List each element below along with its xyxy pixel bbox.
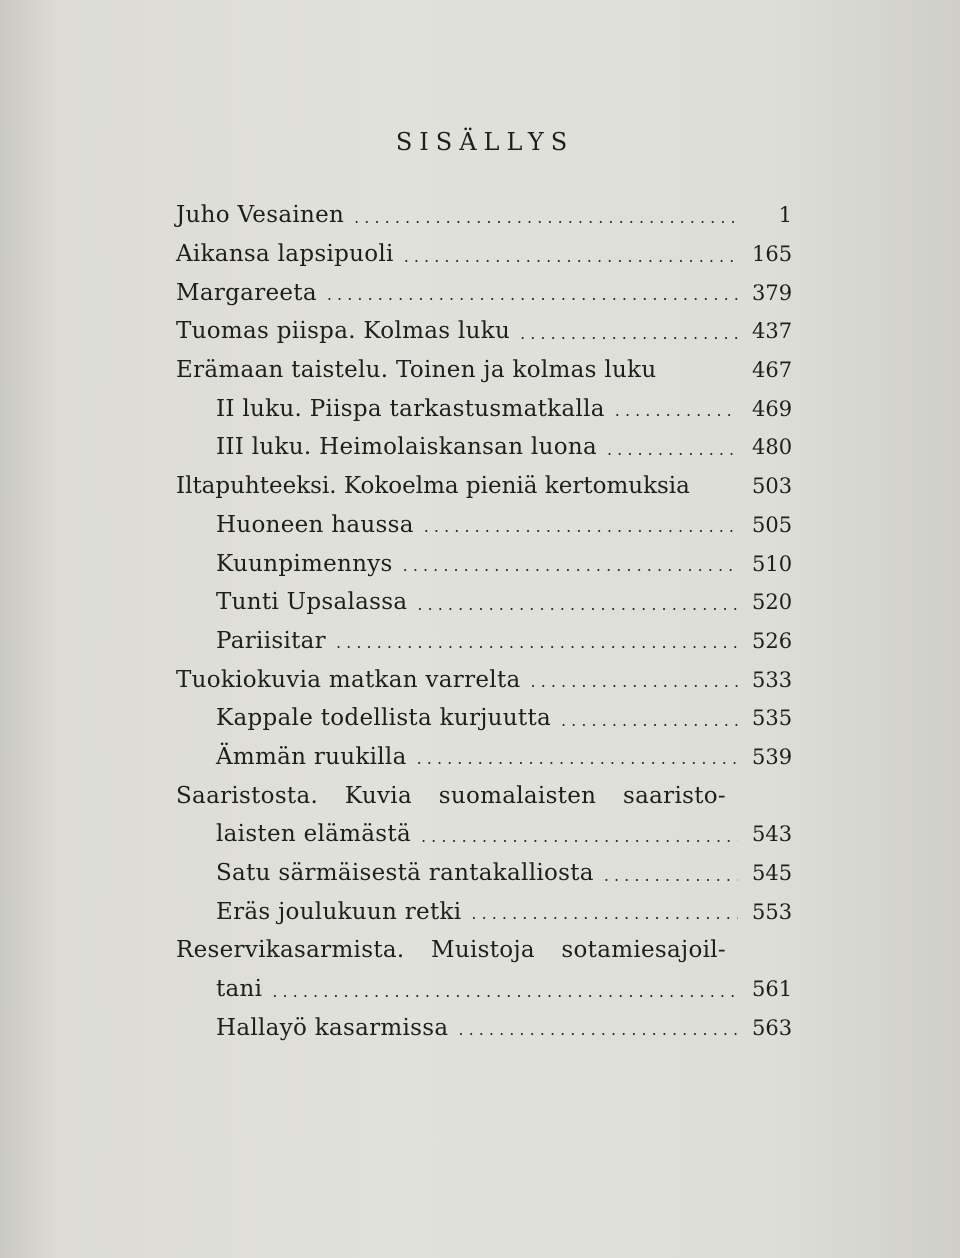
toc-subentry [176,428,792,467]
toc-entry-label: Eräs joulukuun retki [216,898,462,925]
dot-leader [458,1016,738,1039]
toc-entry-label: laisten elämästä [216,821,411,848]
toc-entry-label: Kappale todellista kurjuutta [216,705,551,732]
dot-leader [531,668,738,691]
toc-entry-label: Tuomas piispa. Kolmas luku [176,318,511,345]
toc-entry-label: Pariisitar [216,627,326,654]
toc-entry-page: 533 [752,667,793,692]
dot-leader [404,243,738,266]
dot-leader [403,552,738,575]
dot-leader [471,900,738,923]
toc-subentry [176,622,792,661]
toc-entry [176,196,792,235]
toc-subentry [176,1008,792,1047]
toc-entry-label: Tunti Upsalassa [216,589,408,616]
toc-subentry [176,854,792,893]
toc-entry-page: 480 [752,435,793,460]
dot-leader [417,591,738,614]
toc-entry-label: Hallayö kasarmissa [216,1014,449,1041]
toc-entry-page: 563 [752,1015,793,1040]
dot-leader [272,978,738,1001]
toc-subentry [176,892,792,931]
toc-entry-label: II luku. Piispa tarkastusmatkalla [216,395,605,422]
toc-subentry [176,699,792,738]
toc-entry-page: 543 [752,822,793,847]
toc-subentry [176,506,792,545]
toc-entry [176,351,792,390]
dot-leader [354,204,738,227]
dot-leader [421,823,738,846]
toc-entry-page: 437 [752,319,793,344]
toc-entry-label: Reservikasarmista. Muistoja sotamiesajoil- [176,937,726,964]
toc-entry-label: Erämaan taistelu. Toinen ja kolmas luku [176,357,657,384]
toc-subentry [176,583,792,622]
toc-subentry [176,738,792,777]
toc-entry [176,931,792,970]
dot-leader [520,320,738,343]
toc-entry-page: 535 [752,706,793,731]
toc-entry-page: 503 [752,474,793,499]
dot-leader [607,436,738,459]
toc-entry [176,776,792,815]
toc-entry [176,467,792,506]
dot-leader [336,629,738,652]
toc-subentry [176,389,792,428]
toc-entry-label: III luku. Heimolaiskansan luona [216,434,597,461]
toc-entry-page: 520 [752,590,793,615]
toc-entry-page: 1 [778,203,792,228]
toc-entry-page: 469 [752,396,793,421]
toc-entry-page: 539 [752,744,793,769]
toc-entry-label: Margareeta [176,279,317,306]
toc-entry-page: 379 [752,280,793,305]
toc-entry-label: Iltapuhteeksi. Kokoelma pieniä kertomuksia [176,473,690,500]
toc-entry-page: 467 [752,358,793,383]
toc-subentry [176,544,792,583]
toc-entry-page: 553 [752,899,793,924]
page-title: SISÄLLYS [395,128,575,156]
table-of-contents [176,196,792,1047]
toc-entry-label: Juho Vesainen [176,202,345,229]
toc-entry-label: tani [216,976,263,1003]
dot-leader [327,281,738,304]
toc-entry-page: 505 [752,512,793,537]
toc-entry-label: Huoneen haussa [216,511,414,538]
toc-entry-page: 165 [752,242,793,267]
toc-entry-page: 545 [752,861,793,886]
toc-entry [176,273,792,312]
dot-leader [604,862,738,885]
toc-entry-label: Tuokiokuvia matkan varrelta [176,666,521,693]
toc-entry [176,312,792,351]
toc-entry-continuation [176,815,792,854]
toc-entry [176,235,792,274]
toc-entry-page: 526 [752,628,793,653]
toc-entry-label: Ämmän ruukilla [216,743,407,770]
toc-entry-continuation [176,970,792,1009]
dot-leader [417,745,738,768]
toc-entry [176,660,792,699]
dot-leader [561,707,738,730]
toc-entry-page: 510 [752,551,793,576]
toc-entry-page: 561 [752,977,793,1002]
dot-leader [615,397,738,420]
toc-entry-label: Satu särmäisestä rantakalliosta [216,860,594,887]
toc-entry-label: Kuunpimennys [216,550,393,577]
toc-entry-label: Saaristosta. Kuvia suomalaisten saaristo- [176,782,726,809]
toc-entry-label: Aikansa lapsipuoli [176,241,394,268]
dot-leader [424,513,738,536]
